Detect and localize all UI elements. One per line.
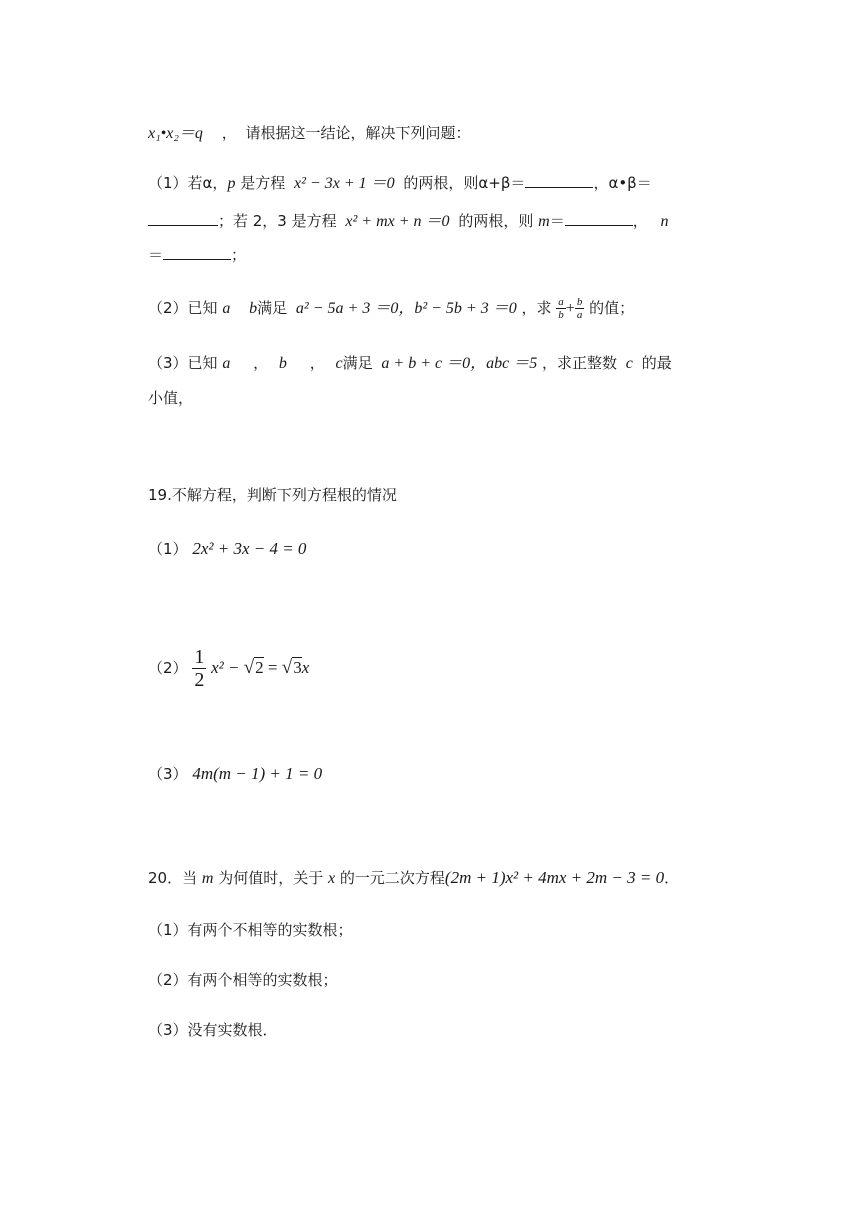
var-x: x	[328, 870, 336, 887]
q20-text: 为何值时，关于	[218, 869, 324, 887]
q18-p3-text: ，求正整数	[542, 354, 618, 372]
q18-part1-line2	[148, 209, 669, 234]
fraction-a-over-b: $\frac{a}{b}$	[558, 296, 564, 321]
q18-p2-text: ，求	[521, 299, 552, 317]
q18-part3-line1: （3）已知 a ， b ， c满足 a + b + c ＝0，abc ＝5 ，求正整数 c 的最	[148, 354, 672, 372]
equation-abc: a + b + c ＝0，abc ＝5	[381, 355, 538, 372]
q18-part1-line1	[148, 171, 652, 196]
q18-part2	[148, 296, 634, 321]
q18-p2-label: （2）	[148, 299, 188, 317]
equation-ab: a² − 5a + 3 ＝0，b² − 5b + 3 ＝0	[295, 300, 517, 317]
var-p: p	[227, 175, 236, 192]
q18-p3-text: 的最	[641, 354, 672, 372]
q18-p1-text: ，α•β＝	[593, 174, 652, 192]
q18-p2-text: 满足	[257, 299, 288, 317]
var-b: b	[278, 355, 287, 372]
var-m: m	[201, 870, 214, 887]
q20-item-1: （1）有两个不相等的实数根；	[148, 921, 353, 939]
var-c: c	[625, 355, 633, 372]
q18-p2-text: 的值；	[589, 299, 635, 317]
var-a: a	[222, 355, 231, 372]
q20-item-2: （2）有两个相等的实数根；	[148, 971, 338, 989]
q18-part3-line2	[148, 386, 193, 410]
answer-blank-product[interactable]	[148, 209, 218, 226]
q19-equation-3: 4m(m − 1) + 1 = 0	[192, 764, 323, 783]
q19-item-1	[148, 537, 306, 561]
q18-part1-line3	[148, 243, 246, 267]
q18-p2-text: 已知	[187, 299, 218, 317]
q18-p1-text: ＝	[148, 246, 164, 264]
q18-p1-text: ，	[632, 212, 648, 230]
q18-p3-text: 满足	[342, 354, 373, 372]
q19-item-3	[148, 762, 322, 786]
q18-p3-text: 小值，	[148, 389, 194, 407]
fraction-b-over-a: $\frac{b}{a}$	[576, 296, 583, 321]
q19-item-label: （3）	[148, 765, 188, 783]
intro-text: 请根据这一结论，解决下列问题：	[245, 124, 471, 142]
var-b: b	[249, 300, 258, 317]
plus-sign: +	[565, 300, 575, 317]
q20-title	[148, 866, 679, 891]
q19-equation-1: 2x² + 3x − 4 = 0	[192, 539, 307, 558]
q18-p1-text: ；若 2，3 是方程	[218, 212, 337, 230]
q19-item-2	[148, 646, 309, 691]
q18-p1-text: 是方程	[240, 174, 286, 192]
intro-comma: ，	[221, 124, 237, 142]
q18-p1-text: 的两根，则	[458, 212, 534, 230]
var-n: n	[660, 213, 669, 230]
var-m: m	[538, 213, 550, 230]
var-a: a	[222, 300, 231, 317]
q20-text: ．	[664, 869, 680, 887]
equation-1: x² − 3x + 1 ＝0	[294, 175, 395, 192]
q18-p3-label: （3）	[148, 354, 188, 372]
q19-equation-2: x² − √2 = √3x	[211, 657, 310, 678]
var-c: c	[335, 355, 343, 372]
answer-blank-m[interactable]	[565, 209, 633, 226]
q18-p3-text: 已知	[187, 354, 218, 372]
equation-2: x² + mx + n ＝0	[345, 213, 450, 230]
q18-p1-label: （1）	[148, 174, 188, 192]
q20-item-3: （3）没有实数根．	[148, 1021, 278, 1039]
fraction-one-half: $\frac{1}{2}$	[194, 646, 205, 691]
q18-p1-text: ；	[231, 246, 247, 264]
q19-item-label: （1）	[148, 540, 188, 558]
answer-blank-n[interactable]	[163, 243, 231, 260]
q18-p1-text: ＝	[549, 212, 565, 230]
intro-line	[148, 121, 471, 146]
q18-p1-text: 若α，	[187, 174, 228, 192]
q19-title: 19.不解方程，判断下列方程根的情况	[148, 486, 397, 504]
q20-equation: (2m + 1)x² + 4mx + 2m − 3 = 0	[444, 868, 665, 887]
q20-text: 的一元二次方程	[339, 869, 445, 887]
q20-text: 20．当	[148, 869, 198, 887]
q19-item-label: （2）	[148, 659, 188, 677]
answer-blank-sum[interactable]	[525, 171, 593, 188]
sum-product-formula: x₁•x₂＝q	[148, 125, 203, 142]
q18-p1-text: 的两根，则α+β＝	[403, 174, 526, 192]
